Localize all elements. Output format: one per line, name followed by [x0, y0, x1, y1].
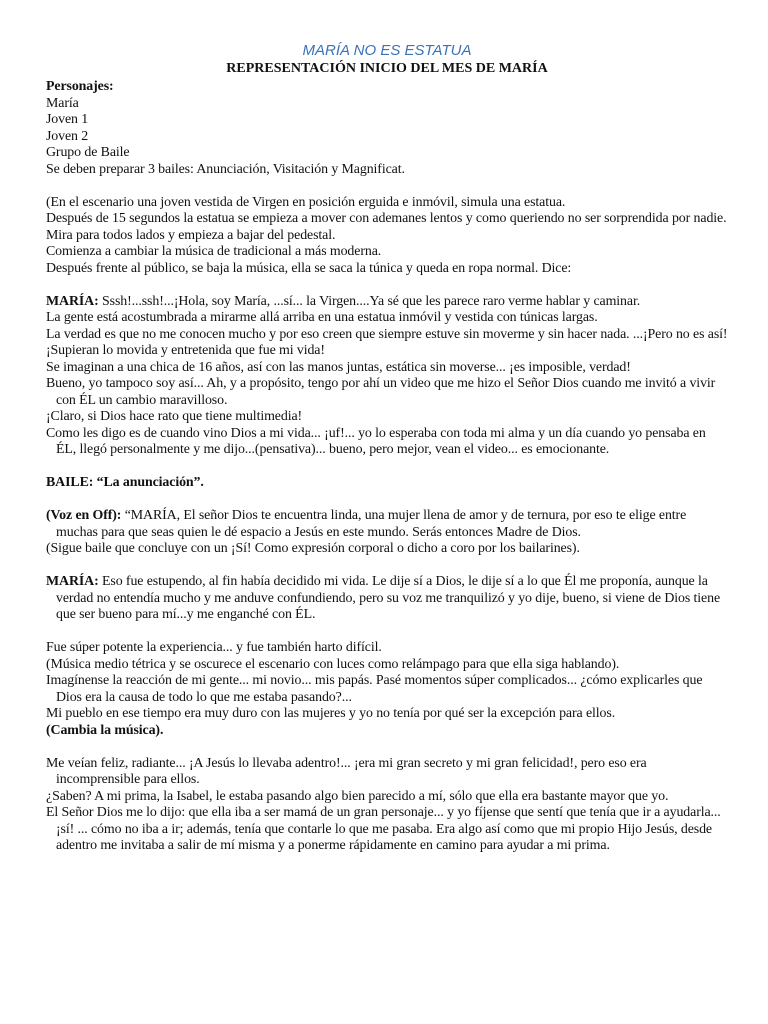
dances-note: Se deben preparar 3 bailes: Anunciación, Visitación y Magnificat.	[46, 161, 405, 177]
personajes-heading: Personajes:	[46, 79, 114, 94]
voice-over-label: (Voz en Off):	[46, 508, 122, 523]
speech-line: Bueno, yo tampoco soy así... Ah, y a propósito, tengo por ahí un video que me hizo el Señor Dios cuando me invitó a vivir con ÉL un cambio maravilloso.	[46, 376, 716, 408]
stage-direction: Comienza a cambiar la música de tradicional a más moderna.	[46, 244, 382, 259]
character-item: Grupo de Baile	[46, 145, 130, 160]
spacer	[46, 739, 728, 756]
music-change-cue: (Cambia la música).	[46, 722, 164, 738]
stage-direction: Mira para todos lados y empieza a bajar del pedestal.	[46, 227, 336, 243]
spacer	[46, 492, 728, 509]
voice-over-text: “MARÍA, El señor Dios te encuentra linda, una mujer llena de amor y de ternura, por eso te elige entre muchas para que seas quien le dé espacio a Jesús en este mundo. Serás entonces Madre de Dios.	[56, 508, 687, 540]
voice-over	[46, 508, 728, 541]
speech-line: Imagínense la reacción de mi gente... mi novio... mis papás. Pasé momentos súper complicados... ¿cómo explicarles que Dios era la causa de todo lo que me estaba pasando?...	[46, 673, 703, 705]
script-body	[46, 79, 728, 855]
document-title: MARÍA NO ES ESTATUA	[302, 42, 472, 59]
speaker-label: MARÍA:	[46, 293, 99, 309]
stage-direction: Después frente al público, se baja la música, ella se saca la túnica y queda en ropa normal. Dice:	[46, 260, 572, 276]
speaker-label: MARÍA:	[46, 574, 99, 589]
dance-label: BAILE:	[46, 475, 97, 490]
speech-line: Fue súper potente la experiencia... y fue también harto difícil.	[46, 640, 382, 655]
speech-line: Mi pueblo en ese tiempo era muy duro con las mujeres y yo no tenía por qué ser la excepción para ellos.	[46, 706, 616, 721]
stage-direction: (En el escenario una joven vestida de Virgen en posición erguida e inmóvil, simula una estatua.	[46, 194, 566, 210]
maria-speech	[46, 574, 728, 624]
stage-direction: Después de 15 segundos la estatua se empieza a mover con ademanes lentos y como queriendo no ser sorprendida por nadie.	[46, 211, 727, 226]
character-item: Joven 2	[46, 128, 89, 144]
spacer	[46, 459, 728, 476]
speech-line: ¡Supieran lo movida y entretenida que fue mi vida!	[46, 343, 325, 358]
spacer	[46, 624, 728, 641]
document-subtitle: REPRESENTACIÓN INICIO DEL MES DE MARÍA	[226, 61, 548, 76]
maria-speech-opening	[46, 294, 728, 311]
speech-line: La gente está acostumbrada a mirarme allá arriba en una estatua inmóvil y vestida con túnicas largas.	[46, 310, 598, 325]
speech-line: Como les digo es de cuando vino Dios a mi vida... ¡uf!... yo lo esperaba con toda mi alma y un día cuando yo pensaba en ÉL, llegó personalmente y me dijo...(pensativa)... bueno, pero mejor, vean el video... es emocionante.	[46, 425, 706, 457]
spacer	[46, 178, 728, 195]
speech-line: Se imaginan a una chica de 16 años, así con las manos juntas, estática sin moverse... ¡es imposible, verdad!	[46, 359, 631, 375]
speech-text: Eso fue estupendo, al fin había decidido mi vida. Le dije sí a Dios, le dije sí a lo que Él me proponía, aunque la verdad no entendía mucho y me anduve confundiendo, pero su voz me tranquilizó y yo dije, bueno, si viene de Dios tiene que ser bueno para mí...y me enganché con ÉL.	[56, 574, 721, 622]
speech-line: El Señor Dios me lo dijo: que ella iba a ser mamá de un gran personaje... y yo fíjense que sentí que tenía que ir a ayudarla... ¡sí! ... cómo no iba a ir; además, tenía que contarle lo que me pasaba. Era algo así como que mi propio Hijo Jesús, desde adentro me invitaba a salir de mí misma y a ponerme rápidamente en camino para ayudar a mi prima.	[46, 805, 721, 853]
stage-direction: (Sigue baile que concluye con un ¡Sí! Como expresión corporal o dicho a coro por los bailarines).	[46, 541, 580, 556]
spacer	[46, 558, 728, 575]
speech-text: Sssh!...ssh!...¡Hola, soy María, ...sí... la Virgen....Ya sé que les parece raro verme hablar y caminar.	[98, 293, 641, 309]
character-item: María	[46, 95, 79, 111]
dance-cue	[46, 475, 728, 492]
character-item: Joven 1	[46, 112, 89, 127]
dance-name: “La anunciación”.	[96, 475, 204, 490]
speech-line: Me veían feliz, radiante... ¡A Jesús lo llevaba adentro!... ¡era mi gran secreto y mi gran felicidad!, pero eso era incomprensible para ellos.	[46, 755, 647, 787]
stage-direction: (Música medio tétrica y se oscurece el escenario con luces como relámpago para que ella siga hablando).	[46, 656, 620, 672]
speech-line: ¿Saben? A mi prima, la Isabel, le estaba pasando algo bien parecido a mí, sólo que ella era bastante mayor que yo.	[46, 788, 669, 804]
speech-line: La verdad es que no me conocen mucho y por eso creen que siempre estuve sin moverme y sin hacer nada. ...¡Pero no es así!	[46, 326, 728, 342]
spacer	[46, 277, 728, 294]
speech-line: ¡Claro, si Dios hace rato que tiene multimedia!	[46, 409, 303, 424]
